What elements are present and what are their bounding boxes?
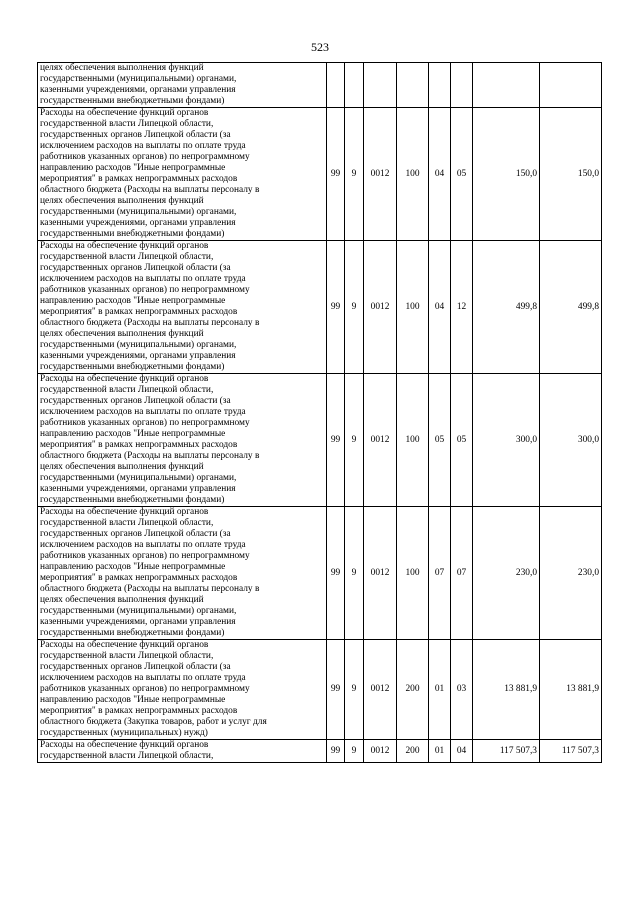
cell-code-2: 9	[345, 507, 364, 640]
row-description: Расходы на обеспечение функций органов государственной власти Липецкой области, государственных органов Липецкой области (за исключением расходов на выплаты по оплате труда работников указанных органов) по непрограммному направлению расходов "Иные непрограммные мероприятия" в рамках непрограммных расходов областного бюджета (Закупка товаров, работ и услуг для государственных (муниципальных) нужд)	[38, 640, 327, 740]
cell-code-3: 0012	[364, 740, 397, 763]
cell-code-5: 04	[429, 108, 451, 241]
cell-code-3: 0012	[364, 108, 397, 241]
table-row	[38, 507, 602, 640]
table-row	[38, 241, 602, 374]
cell-code-1: 99	[327, 108, 345, 241]
cell-code-2: 9	[345, 740, 364, 763]
cell-code-2: 9	[345, 640, 364, 740]
cell-amount-2	[540, 63, 602, 108]
cell-code-1: 99	[327, 640, 345, 740]
cell-amount-1: 230,0	[473, 507, 540, 640]
cell-code-6	[451, 63, 473, 108]
cell-code-5: 07	[429, 507, 451, 640]
cell-code-4	[397, 63, 429, 108]
cell-code-5	[429, 63, 451, 108]
cell-amount-1: 499,8	[473, 241, 540, 374]
cell-code-5: 01	[429, 740, 451, 763]
cell-code-1: 99	[327, 241, 345, 374]
cell-amount-2: 117 507,3	[540, 740, 602, 763]
row-description: Расходы на обеспечение функций органов государственной власти Липецкой области, государственных органов Липецкой области (за исключением расходов на выплаты по оплате труда работников указанных органов) по непрограммному направлению расходов "Иные непрограммные мероприятия" в рамках непрограммных расходов областного бюджета (Расходы на выплаты персоналу в целях обеспечения выполнения функций государственными (муниципальными) органами, казенными учреждениями, органами управления государственными внебюджетными фондами)	[38, 507, 327, 640]
row-description: Расходы на обеспечение функций органов государственной власти Липецкой области, государственных органов Липецкой области (за исключением расходов на выплаты по оплате труда работников указанных органов) по непрограммному направлению расходов "Иные непрограммные мероприятия" в рамках непрограммных расходов областного бюджета (Расходы на выплаты персоналу в целях обеспечения выполнения функций государственными (муниципальными) органами, казенными учреждениями, органами управления государственными внебюджетными фондами)	[38, 241, 327, 374]
cell-code-3: 0012	[364, 374, 397, 507]
cell-amount-2: 13 881,9	[540, 640, 602, 740]
cell-code-2	[345, 63, 364, 108]
table-row	[38, 108, 602, 241]
cell-code-4: 100	[397, 241, 429, 374]
cell-amount-2: 499,8	[540, 241, 602, 374]
page-number: 523	[311, 40, 329, 54]
cell-code-1: 99	[327, 740, 345, 763]
cell-code-6: 07	[451, 507, 473, 640]
cell-code-6: 03	[451, 640, 473, 740]
cell-code-4: 200	[397, 640, 429, 740]
cell-amount-1	[473, 63, 540, 108]
cell-code-6: 05	[451, 108, 473, 241]
budget-table	[37, 62, 602, 763]
row-description: Расходы на обеспечение функций органов государственной власти Липецкой области,	[38, 740, 327, 763]
table-row	[38, 640, 602, 740]
cell-code-6: 05	[451, 374, 473, 507]
cell-amount-2: 230,0	[540, 507, 602, 640]
cell-code-4: 200	[397, 740, 429, 763]
cell-code-4: 100	[397, 108, 429, 241]
cell-code-2: 9	[345, 108, 364, 241]
cell-code-6: 04	[451, 740, 473, 763]
cell-code-3: 0012	[364, 640, 397, 740]
cell-amount-1: 117 507,3	[473, 740, 540, 763]
cell-code-1: 99	[327, 507, 345, 640]
cell-code-6: 12	[451, 241, 473, 374]
cell-code-2: 9	[345, 374, 364, 507]
cell-amount-1: 150,0	[473, 108, 540, 241]
row-description: целях обеспечения выполнения функций государственными (муниципальными) органами, казенными учреждениями, органами управления государственными внебюджетными фондами)	[38, 63, 327, 108]
cell-code-4: 100	[397, 507, 429, 640]
cell-code-1	[327, 63, 345, 108]
cell-code-2: 9	[345, 241, 364, 374]
table-row	[38, 63, 602, 108]
table-row	[38, 374, 602, 507]
row-description: Расходы на обеспечение функций органов государственной власти Липецкой области, государственных органов Липецкой области (за исключением расходов на выплаты по оплате труда работников указанных органов) по непрограммному направлению расходов "Иные непрограммные мероприятия" в рамках непрограммных расходов областного бюджета (Расходы на выплаты персоналу в целях обеспечения выполнения функций государственными (муниципальными) органами, казенными учреждениями, органами управления государственными внебюджетными фондами)	[38, 374, 327, 507]
cell-code-4: 100	[397, 374, 429, 507]
cell-code-3: 0012	[364, 507, 397, 640]
cell-code-5: 01	[429, 640, 451, 740]
cell-code-5: 04	[429, 241, 451, 374]
table-row	[38, 740, 602, 763]
cell-code-3	[364, 63, 397, 108]
row-description: Расходы на обеспечение функций органов государственной власти Липецкой области, государственных органов Липецкой области (за исключением расходов на выплаты по оплате труда работников указанных органов) по непрограммному направлению расходов "Иные непрограммные мероприятия" в рамках непрограммных расходов областного бюджета (Расходы на выплаты персоналу в целях обеспечения выполнения функций государственными (муниципальными) органами, казенными учреждениями, органами управления государственными внебюджетными фондами)	[38, 108, 327, 241]
cell-amount-2: 150,0	[540, 108, 602, 241]
cell-amount-2: 300,0	[540, 374, 602, 507]
cell-code-3: 0012	[364, 241, 397, 374]
cell-amount-1: 13 881,9	[473, 640, 540, 740]
cell-code-1: 99	[327, 374, 345, 507]
cell-code-5: 05	[429, 374, 451, 507]
cell-amount-1: 300,0	[473, 374, 540, 507]
